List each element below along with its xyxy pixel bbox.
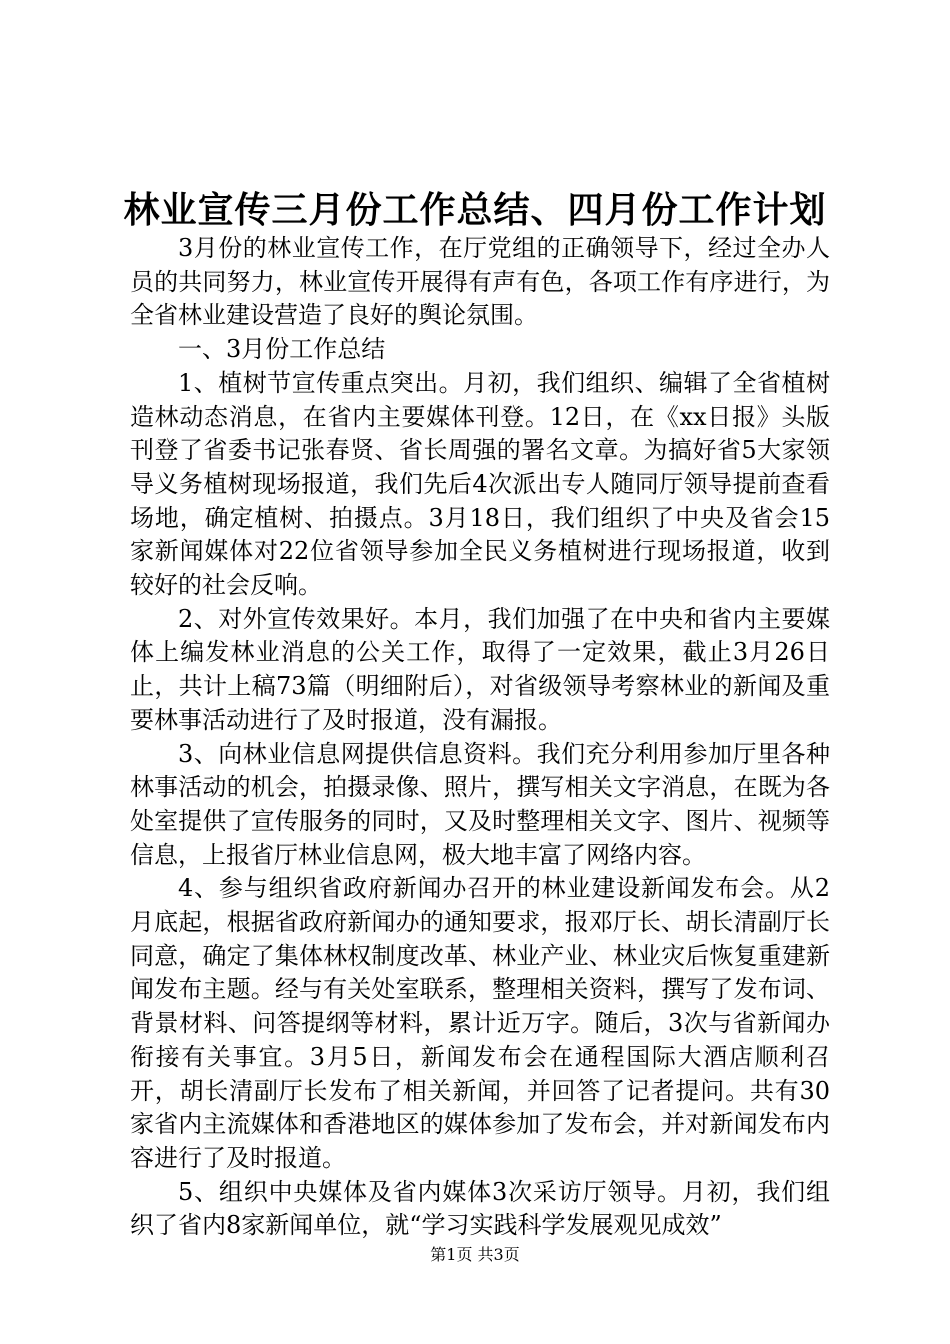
intro-paragraph: 3月份的林业宣传工作，在厅党组的正确领导下，经过全办人员的共同努力，林业宣传开展得有声有色，各项工作有序进行，为全省林业建设营造了良好的舆论氛围。 xyxy=(130,234,830,330)
document-title: 林业宣传三月份工作总结、四月份工作计划 xyxy=(123,189,827,231)
document-body xyxy=(130,232,830,1243)
body-paragraph: 5、组织中央媒体及省内媒体3次采访厅领导。月初，我们组织了省内8家新闻单位，就“学习实践科学发展观见成效” xyxy=(130,1177,830,1240)
page-number-footer: 第1页 共3页 xyxy=(430,1245,520,1264)
body-paragraph: 3、向林业信息网提供信息资料。我们充分利用参加厅里各种林事活动的机会，拍摄录像、照片，撰写相关文字消息，在既为各处室提供了宣传服务的同时，又及时整理相关文字、图片、视频等信息，上报省厅林业信息网，极大地丰富了网络内容。 xyxy=(130,739,830,869)
body-paragraph: 2、对外宣传效果好。本月，我们加强了在中央和省内主要媒体上编发林业消息的公关工作，取得了一定效果，截止3月26日止，共计上稿73篇（明细附后），对省级领导考察林业的新闻及重要林事活动进行了及时报道，没有漏报。 xyxy=(130,604,830,734)
body-paragraph: 4、参与组织省政府新闻办召开的林业建设新闻发布会。从2月底起，根据省政府新闻办的通知要求，报邓厅长、胡长清副厅长同意，确定了集体林权制度改革、林业产业、林业灾后恢复重建新闻发布主题。经与有关处室联系，整理相关资料，撰写了发布词、背景材料、问答提纲等材料，累计近万字。随后，3次与省新闻办衔接有关事宜。3月5日，新闻发布会在通程国际大酒店顺利召开，胡长清副厅长发布了相关新闻，并回答了记者提问。共有30家省内主流媒体和香港地区的媒体参加了发布会，并对新闻发布内容进行了及时报道。 xyxy=(130,874,830,1172)
section-heading: 一、3月份工作总结 xyxy=(178,335,386,364)
body-paragraph: 1、植树节宣传重点突出。月初，我们组织、编辑了全省植树造林动态消息，在省内主要媒体刊登。12日，在《xx日报》头版刊登了省委书记张春贤、省长周强的署名文章。为搞好省5大家领导义务植树现场报道，我们先后4次派出专人随同厅领导提前查看场地，确定植树、拍摄点。3月18日，我们组织了中央及省会15家新闻媒体对22位省领导参加全民义务植树进行现场报道，收到较好的社会反响。 xyxy=(130,368,830,600)
